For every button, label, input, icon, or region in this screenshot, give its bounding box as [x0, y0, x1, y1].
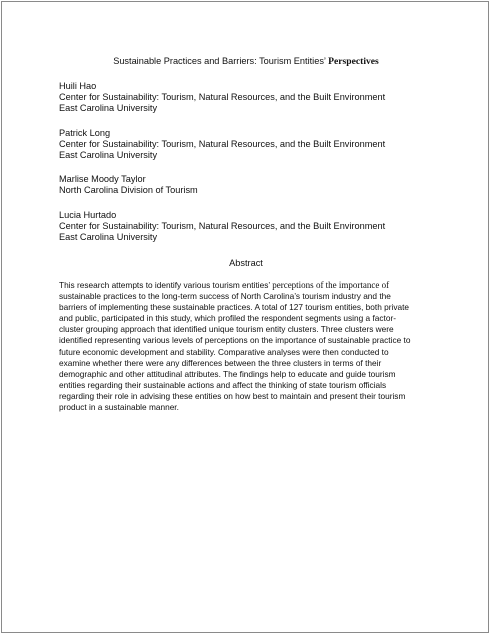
abstract-body: [59, 280, 431, 413]
abstract-line: and public, participated in this study, which profiled the respondent segments using a factor-: [59, 313, 396, 324]
title-last-word: Perspectives: [328, 56, 379, 67]
author-institution: East Carolina University: [59, 232, 158, 243]
author-affiliation: Center for Sustainability: Tourism, Natural Resources, and the Built Environment: [59, 220, 386, 231]
abstract-heading: Abstract: [229, 258, 263, 268]
author-name: Marlise Moody Taylor: [59, 174, 146, 185]
author-affiliation: North Carolina Division of Tourism: [59, 185, 198, 196]
abstract-line: future economic development and stability. Comparative analyses were then conducted to: [59, 346, 389, 357]
author-block: [59, 128, 459, 162]
abstract-line: sustainable practices to the long-term success of North Carolina’s tourism industry and the: [59, 291, 391, 302]
abstract-line: identified representing various levels of perceptions on the importance of sustainable practice to: [59, 335, 411, 346]
author-block: [59, 81, 459, 115]
author-institution: East Carolina University: [59, 103, 158, 114]
author-affiliation: Center for Sustainability: Tourism, Natural Resources, and the Built Environment: [59, 92, 386, 103]
author-list: [59, 81, 459, 256]
author-affiliation: Center for Sustainability: Tourism, Natural Resources, and the Built Environment: [59, 138, 386, 149]
abstract-line-part-serif: perceptions of the importance of: [272, 280, 390, 290]
abstract-line: examine whether there were any differences between the three clusters in terms of their: [59, 357, 382, 368]
abstract-line: entities regarding their sustainable actions and affect the thinking of state tourism officials: [59, 379, 387, 390]
author-block: [59, 174, 459, 196]
paper-title: [0, 56, 492, 67]
abstract-line-part: This research attempts to identify various tourism entities’: [59, 280, 273, 290]
abstract-line: regarding their role in advising these entities on how best to maintain and present their tourism: [59, 390, 406, 401]
abstract-line: cluster grouping approach that identified unique tourism entity clusters. Three clusters were: [59, 324, 394, 335]
author-name: Lucia Hurtado: [59, 209, 117, 220]
abstract-line: [59, 280, 431, 291]
title-text: Sustainable Practices and Barriers: Tourism Entities’: [113, 56, 329, 66]
author-name: Huili Hao: [59, 81, 97, 91]
abstract-line: demographic and other attitudinal attributes. The findings help to educate and guide tourism: [59, 368, 396, 379]
author-block: [59, 210, 459, 244]
abstract-line: product in a sustainable manner.: [59, 402, 179, 413]
author-institution: East Carolina University: [59, 150, 158, 161]
abstract-line: barriers of implementing these sustainable practices. A total of 127 tourism entities, both private: [59, 302, 410, 313]
author-name: Patrick Long: [59, 127, 111, 138]
